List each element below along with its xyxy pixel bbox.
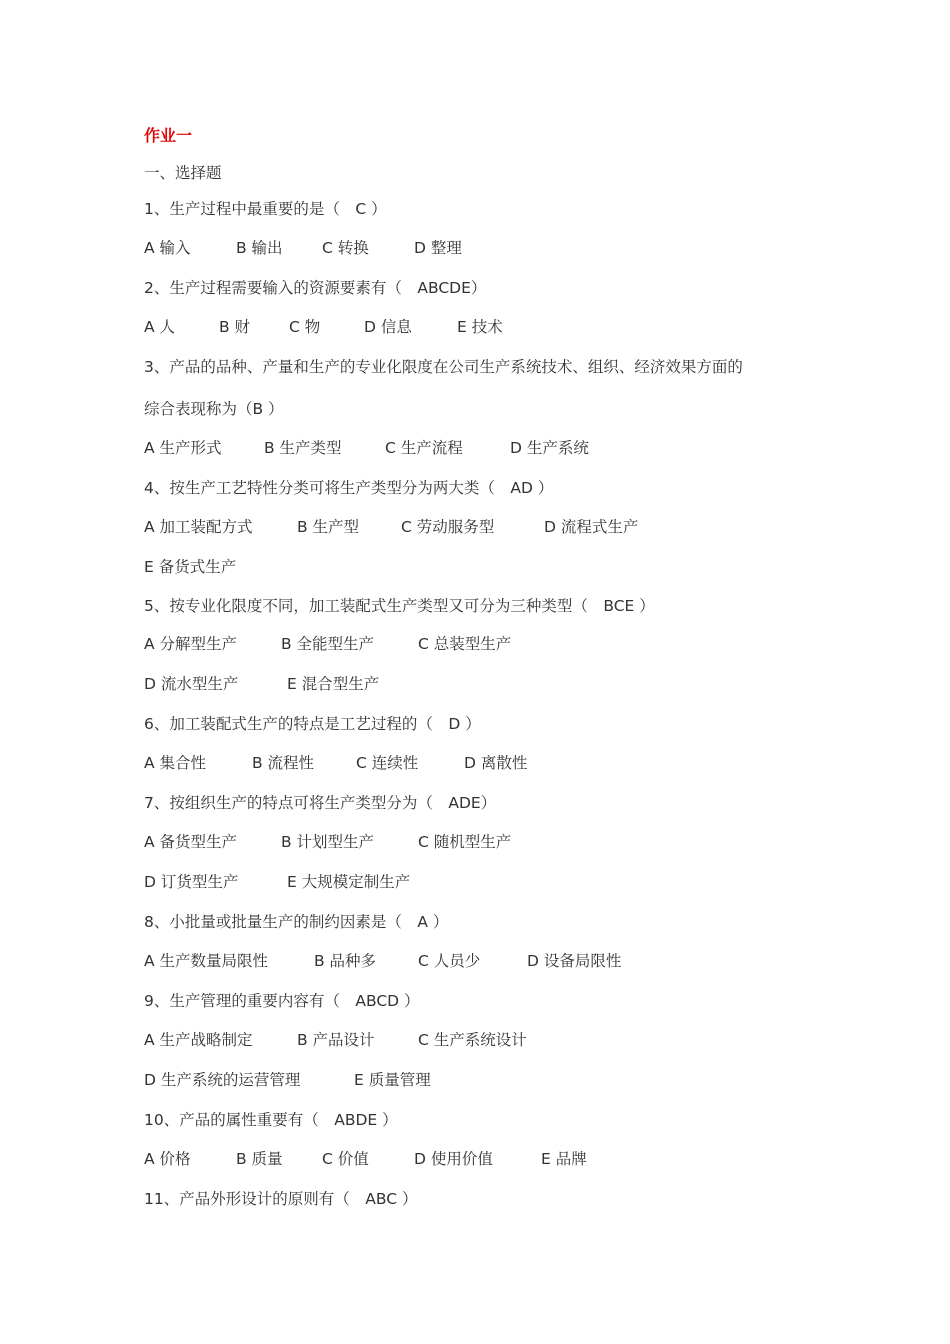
option: C 随机型生产 (418, 833, 512, 851)
question-11: 11、产品外形设计的原则有（ ABC ） (144, 1190, 418, 1208)
question-9: 9、生产管理的重要内容有（ ABCD ） (144, 992, 420, 1010)
option: C 人员少 (418, 952, 481, 970)
option: A 加工装配方式 (144, 518, 253, 536)
option: C 劳动服务型 (401, 518, 495, 536)
option: A 备货型生产 (144, 833, 238, 851)
option: D 订货型生产 (144, 873, 239, 891)
option: B 全能型生产 (281, 635, 375, 653)
option: B 产品设计 (297, 1031, 375, 1049)
option: B 输出 (236, 239, 283, 257)
option: D 流程式生产 (544, 518, 639, 536)
option: B 生产类型 (264, 439, 342, 457)
question-1: 1、生产过程中最重要的是（ C ） (144, 200, 387, 218)
option: D 生产系统 (510, 439, 589, 457)
option: C 生产系统设计 (418, 1031, 527, 1049)
option: D 信息 (364, 318, 412, 336)
page-title: 作业一 (144, 126, 193, 145)
option: E 质量管理 (354, 1071, 431, 1089)
option: B 生产型 (297, 518, 360, 536)
option: D 设备局限性 (527, 952, 622, 970)
option: C 生产流程 (385, 439, 463, 457)
question-5: 5、按专业化限度不同，加工装配式生产类型又可分为三种类型（ BCE ） (144, 597, 655, 615)
question-7: 7、按组织生产的特点可将生产类型分为（ ADE） (144, 794, 497, 812)
question-2: 2、生产过程需要输入的资源要素有（ ABCDE） (144, 279, 487, 297)
option: D 生产系统的运营管理 (144, 1071, 301, 1089)
option: A 人 (144, 318, 176, 336)
question-4-options-row2 (144, 557, 236, 577)
option: A 输入 (144, 239, 191, 257)
question-4: 4、按生产工艺特性分类可将生产类型分为两大类（ AD ） (144, 479, 554, 497)
option: A 分解型生产 (144, 635, 238, 653)
option: B 计划型生产 (281, 833, 375, 851)
option: B 财 (219, 318, 251, 336)
option: C 转换 (322, 239, 369, 257)
option: C 价值 (322, 1150, 369, 1168)
section-heading: 一、选择题 (144, 164, 222, 182)
question-3: 3、产品的品种、产量和生产的专业化限度在公司生产系统技术、组织、经济效果方面的 (144, 358, 743, 376)
option: E 备货式生产 (144, 558, 237, 576)
option: D 使用价值 (414, 1150, 493, 1168)
option: E 混合型生产 (287, 675, 380, 693)
question-10: 10、产品的属性重要有（ ABDE ） (144, 1111, 398, 1129)
option: C 连续性 (356, 754, 419, 772)
option: B 质量 (236, 1150, 283, 1168)
option: C 总装型生产 (418, 635, 512, 653)
question-6: 6、加工装配式生产的特点是工艺过程的（ D ） (144, 715, 481, 733)
option: A 价格 (144, 1150, 191, 1168)
question-3-continued: 综合表现称为（B ） (144, 400, 284, 418)
option: B 品种多 (314, 952, 377, 970)
option: A 集合性 (144, 754, 207, 772)
option: E 品牌 (541, 1150, 587, 1168)
option: E 技术 (457, 318, 503, 336)
option: B 流程性 (252, 754, 315, 772)
question-8: 8、小批量或批量生产的制约因素是（ A ） (144, 913, 449, 931)
option: A 生产形式 (144, 439, 222, 457)
option: E 大规模定制生产 (287, 873, 411, 891)
option: C 物 (289, 318, 321, 336)
option: A 生产战略制定 (144, 1031, 253, 1049)
option: A 生产数量局限性 (144, 952, 269, 970)
option: D 离散性 (464, 754, 528, 772)
option: D 流水型生产 (144, 675, 239, 693)
option: D 整理 (414, 239, 462, 257)
